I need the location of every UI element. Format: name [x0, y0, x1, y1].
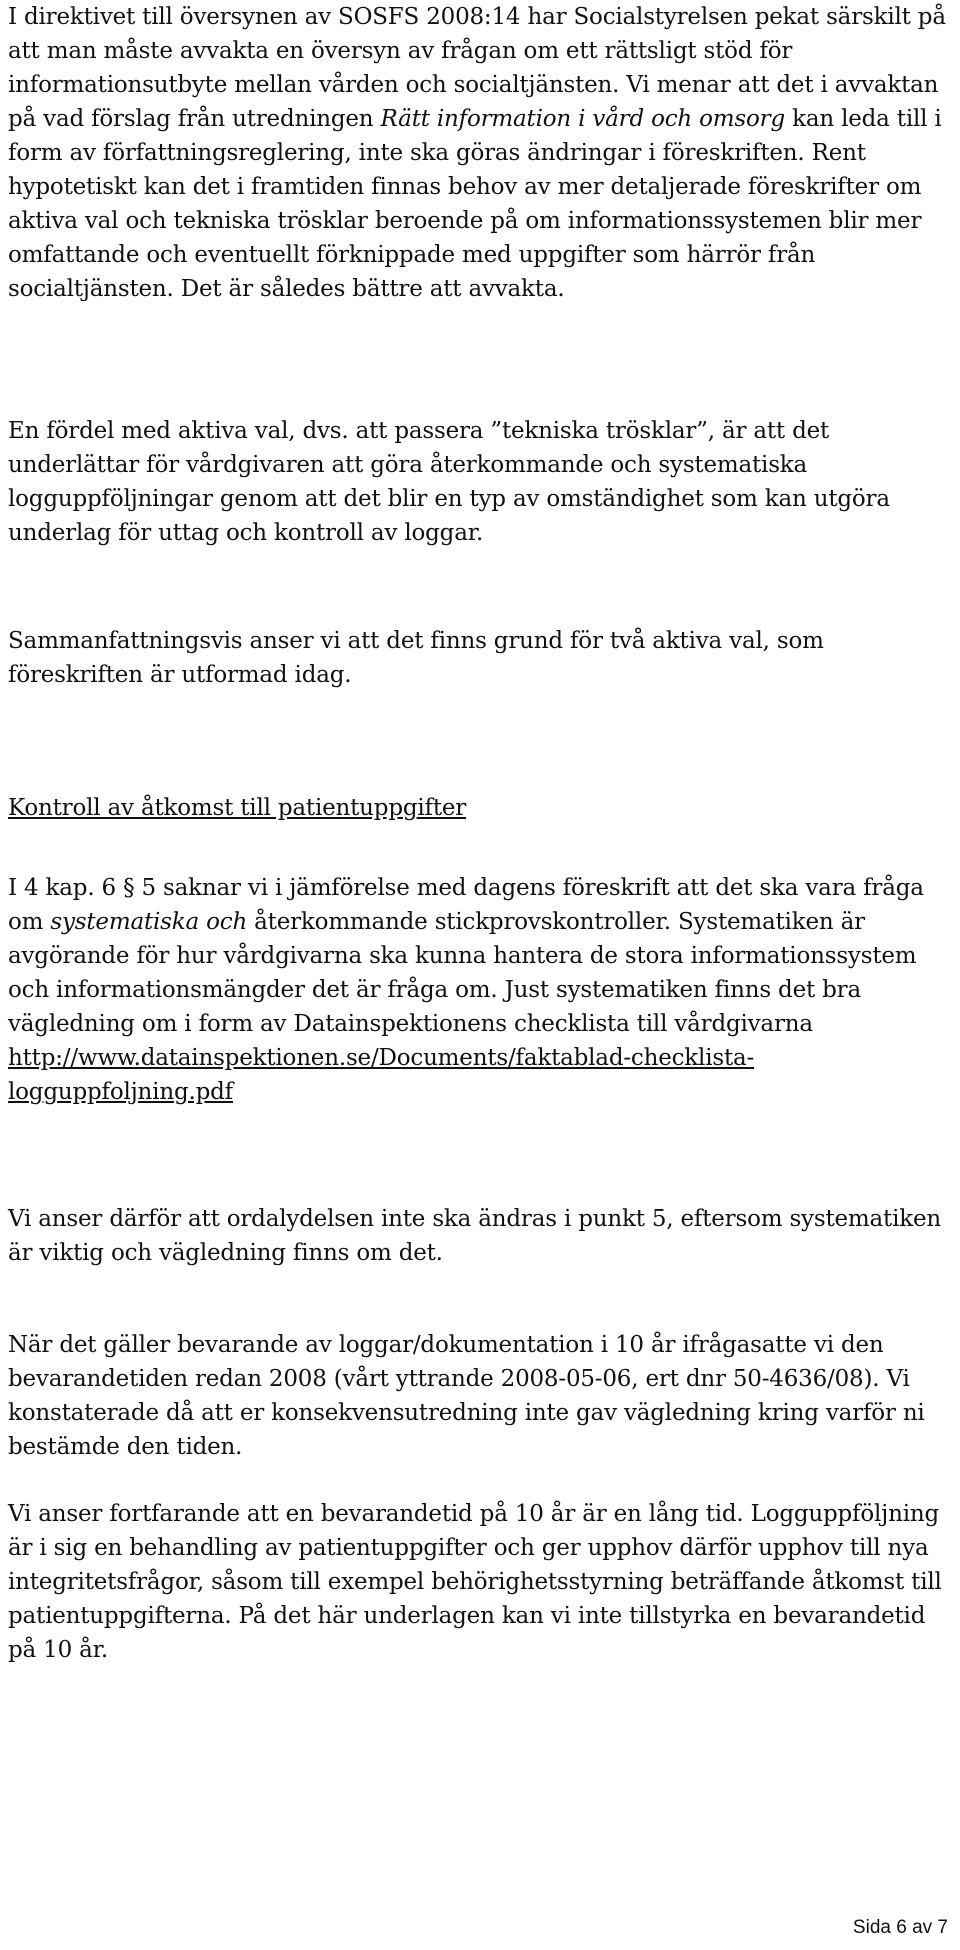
paragraph-wording: Vi anser därför att ordalydelsen inte ska ändras i punkt 5, eftersom systematiken är viktig och vägledning finns om det.: [8, 1206, 941, 1266]
paragraph-retention: När det gäller bevarande av loggar/dokumentation i 10 år ifrågasatte vi den bevarandetiden redan 2008 (vårt yttrande 2008-05-06, ert dnr 50-4636/08). Vi konstaterade då att er konsekvensutredning inte gav vägledning kring varför ni bestämde den tiden.: [8, 1332, 925, 1460]
paragraph-summary: Sammanfattningsvis anser vi att det finns grund för två aktiva val, som föreskriften är utformad idag.: [8, 628, 824, 688]
systematic-italic: systematiska och: [50, 909, 248, 935]
paragraph-directive-text-2: kan leda till i form av författningsreglering, inte ska göras ändringar i föreskriften. Rent hypotetiskt kan det i framtiden finnas behov av mer detaljerade föreskrifter om aktiva val och tekniska trösklar beroende på om informationssystemen blir mer omfattande och eventuellt förknippade med uppgifter som härrör från socialtjänsten. Det är således bättre att avvakta.: [8, 106, 942, 302]
paragraph-access-control-text-1: I 4 kap. 6 § 5 saknar vi i jämförelse med dagens föreskrift att det ska vara fråga om: [8, 875, 924, 935]
paragraph-directive-text-1: I direktivet till översynen av SOSFS 2008:14 har Socialstyrelsen pekat särskilt på att man måste avvakta en översyn av frågan om ett rättsligt stöd för informationsutbyte mellan vården och socialtjänsten. Vi menar att det i avvaktan på vad förslag från utredningen: [8, 4, 946, 132]
paragraph-directive: [8, 0, 953, 306]
checklist-link-line-1[interactable]: http://www.datainspektionen.se/Documents/faktablad-checklista-: [8, 1045, 755, 1071]
checklist-link[interactable]: [8, 1045, 754, 1105]
page-number: Sida 6 av 7: [852, 1917, 948, 1938]
paragraph-active-choices: En fördel med aktiva val, dvs. att passera ”tekniska trösklar”, är att det underlättar för vårdgivaren att göra återkommande och systematiska logguppföljningar genom att det blir en typ av omständighet som kan utgöra underlag för uttag och kontroll av loggar.: [8, 418, 890, 546]
checklist-link-line-2[interactable]: logguppfoljning.pdf: [8, 1079, 233, 1105]
section-heading: Kontroll av åtkomst till patientuppgifter: [8, 795, 467, 821]
paragraph-access-control-text-2: återkommande stickprovskontroller. Systematiken är avgörande för hur vårdgivarna ska kunna hantera de stora informationssystem och informationsmängder det är fråga om. Just systematiken finns det bra vägledning om i form av Datainspektionens checklista till vårdgivarna: [8, 909, 917, 1037]
report-title-italic: Rätt information i vård och omsorg: [380, 106, 785, 132]
paragraph-retention-conclusion: Vi anser fortfarande att en bevarandetid på 10 år är en lång tid. Logguppföljning är i sig en behandling av patientuppgifter och ger upphov därför upphov till nya integritetsfrågor, såsom till exempel behörighetsstyrning beträffande åtkomst till patientuppgifterna. På det här underlagen kan vi inte tillstyrka en bevarandetid på 10 år.: [8, 1501, 942, 1663]
paragraph-access-control: [8, 871, 953, 1109]
